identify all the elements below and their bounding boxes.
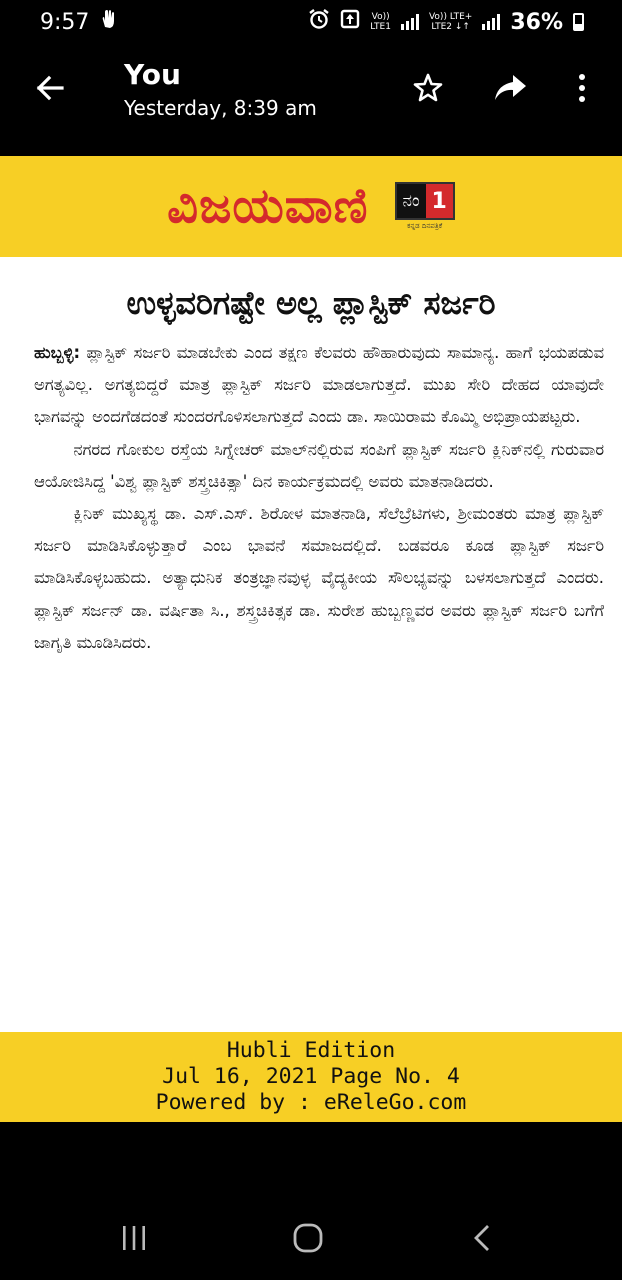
nav-back-button[interactable] <box>452 1210 512 1270</box>
title-block <box>124 58 317 122</box>
sim2-label: Vo)) LTE+ LTE2 ↓↑ <box>428 12 473 32</box>
data-saver-icon <box>340 9 360 35</box>
badge-box <box>395 182 455 220</box>
article-body <box>0 337 622 659</box>
battery-icon <box>573 13 584 31</box>
forward-button[interactable] <box>490 70 530 110</box>
article-paragraph: ಕ್ಲಿನಿಕ್ ಮುಖ್ಯಸ್ಥ ಡಾ. ಎಸ್.ಎಸ್. ಶಿರೋಳ ಮಾತನಾಡಿ, ಸೆಲೆಬ್ರೆಟಿಗಳು, ಶ್ರೀಮಂತರು ಮಾತ್ರ ಪ್ಲಾಸ್ಟಿಕ್ ಸರ್ಜರಿ ಮಾಡಿಸಿಕೊಳ್ಳುತ್ತಾರೆ ಎಂಬ ಭಾವನೆ ಸಮಾಜದಲ್ಲಿದೆ. ಬಡವರೂ ಕೂಡ ಪ್ಲಾಸ್ಟಿಕ್ ಸರ್ಜರಿ ಮಾಡಿಸಿಕೊಳ್ಳಬಹುದು. ಅತ್ಯಾಧುನಿಕ ತಂತ್ರಜ್ಞಾನವುಳ್ಳ ವೈದ್ಯಕೀಯ ಸೌಲಭ್ಯವನ್ನು ಬಳಸಲಾಗುತ್ತದೆ ಎಂದರು. ಪ್ಲಾಸ್ಟಿಕ್ ಸರ್ಜನ್ ಡಾ. ವರ್ಷಿತಾ ಸಿ., ಶಸ್ತ್ರಚಿಕಿತ್ಸಕ ಡಾ. ಸುರೇಶ ಹುಬ್ಬಣ್ಣವರ ಅವರು ಪ್ಲಾಸ್ಟಿಕ್ ಸರ್ಜರಿ ಬಗೆಗೆ ಜಾಗೃತಿ ಮೂಡಿಸಿದರು. <box>34 504 604 652</box>
home-icon <box>292 1222 324 1258</box>
logo-badge <box>395 182 455 231</box>
recents-button[interactable] <box>104 1210 164 1270</box>
forward-icon <box>493 73 527 107</box>
badge-right: 1 <box>426 184 453 218</box>
article-headline: ಉಳ್ಳವರಿಗಷ್ಟೇ ಅಲ್ಲ ಪ್ಲಾಸ್ಟಿಕ್ ಸರ್ಜರಿ <box>126 284 496 322</box>
back-arrow-icon <box>35 73 65 107</box>
article-paragraph: ನಗರದ ಗೋಕುಲ ರಸ್ತೆಯ ಸಿಗ್ನೇಚರ್ ಮಾಲ್‌ನಲ್ಲಿರುವ ಸಂಪಿಗೆ ಪ್ಲಾಸ್ಟಿಕ್ ಸರ್ಜರಿ ಕ್ಲಿನಿಕ್‌ನಲ್ಲಿ ಗುರುವಾರ ಆಯೋಜಿಸಿದ್ದ 'ವಿಶ್ವ ಪ್ಲಾಸ್ಟಿಕ್ ಶಸ್ತ್ರಚಿಕಿತ್ಸಾ' ದಿನ ಕಾರ್ಯಕ್ರಮದಲ್ಲಿ ಅವರು ಮಾತನಾಡಿದರು. <box>34 439 604 491</box>
hand-notification-icon <box>99 9 117 35</box>
star-button[interactable] <box>408 70 448 110</box>
back-icon <box>470 1223 494 1257</box>
more-vert-icon <box>577 73 587 107</box>
home-button[interactable] <box>278 1210 338 1270</box>
sender-name: You <box>124 58 181 91</box>
badge-left: ನಂ <box>397 184 426 218</box>
alarm-icon <box>308 8 330 36</box>
signal-icon <box>482 14 500 30</box>
badge-subtitle: ಕನ್ನಡ ದಿನಪತ್ರಿಕೆ <box>407 222 443 230</box>
back-button[interactable] <box>30 70 70 110</box>
edition-footer <box>0 1032 622 1122</box>
more-options-button[interactable] <box>562 70 602 110</box>
newspaper-clipping-image[interactable] <box>0 156 622 1122</box>
newspaper-logo: ವಿಜಯವಾಣಿ <box>167 178 369 234</box>
signal-icon <box>401 14 419 30</box>
article-paragraph <box>34 337 604 434</box>
app-bar <box>0 44 622 156</box>
status-right <box>308 8 584 36</box>
star-icon <box>412 72 444 108</box>
battery-percent: 36% <box>510 9 563 35</box>
edition-name: Hubli Edition <box>226 1038 396 1063</box>
masthead <box>0 156 622 257</box>
navigation-bar <box>0 1190 622 1280</box>
paragraph-text: ಪ್ಲಾಸ್ಟಿಕ್ ಸರ್ಜರಿ ಮಾಡಬೇಕು ಎಂದ ತಕ್ಷಣ ಕೆಲವರು ಹೌಹಾರುವುದು ಸಾಮಾನ್ಯ. ಹಾಗೆ ಭಯಪಡುವ ಅಗತ್ಯವಿಲ್ಲ. ಅಗತ್ಯಬಿದ್ದರೆ ಮಾತ್ರ ಪ್ಲಾಸ್ಟಿಕ್ ಸರ್ಜರಿ ಮಾಡಲಾಗುತ್ತದೆ. ಮುಖ ಸೇರಿ ದೇಹದ ಯಾವುದೇ ಭಾಗವನ್ನು ಅಂದಗೆಡದಂತೆ ಸುಂದರಗೊಳಿಸಲಾಗುತ್ತದೆ ಎಂದು ಡಾ. ಸಾಯಿರಾಮ ಕೊಮ್ಮಿ ಅಭಿಪ್ರಾಯಪಟ್ಟರು. <box>34 343 605 427</box>
status-bar <box>0 0 622 44</box>
dateline: ಹುಬ್ಬಳ್ಳಿ: <box>34 343 81 362</box>
edition-date-page: Jul 16, 2021 Page No. 4 <box>162 1064 460 1089</box>
status-left <box>40 9 117 35</box>
message-timestamp: Yesterday, 8:39 am <box>124 96 317 120</box>
status-time: 9:57 <box>40 9 90 35</box>
recents-icon <box>119 1223 149 1257</box>
sim1-label: Vo)) LTE1 <box>370 12 391 32</box>
edition-powered-by: Powered by : eReleGo.com <box>155 1090 467 1115</box>
